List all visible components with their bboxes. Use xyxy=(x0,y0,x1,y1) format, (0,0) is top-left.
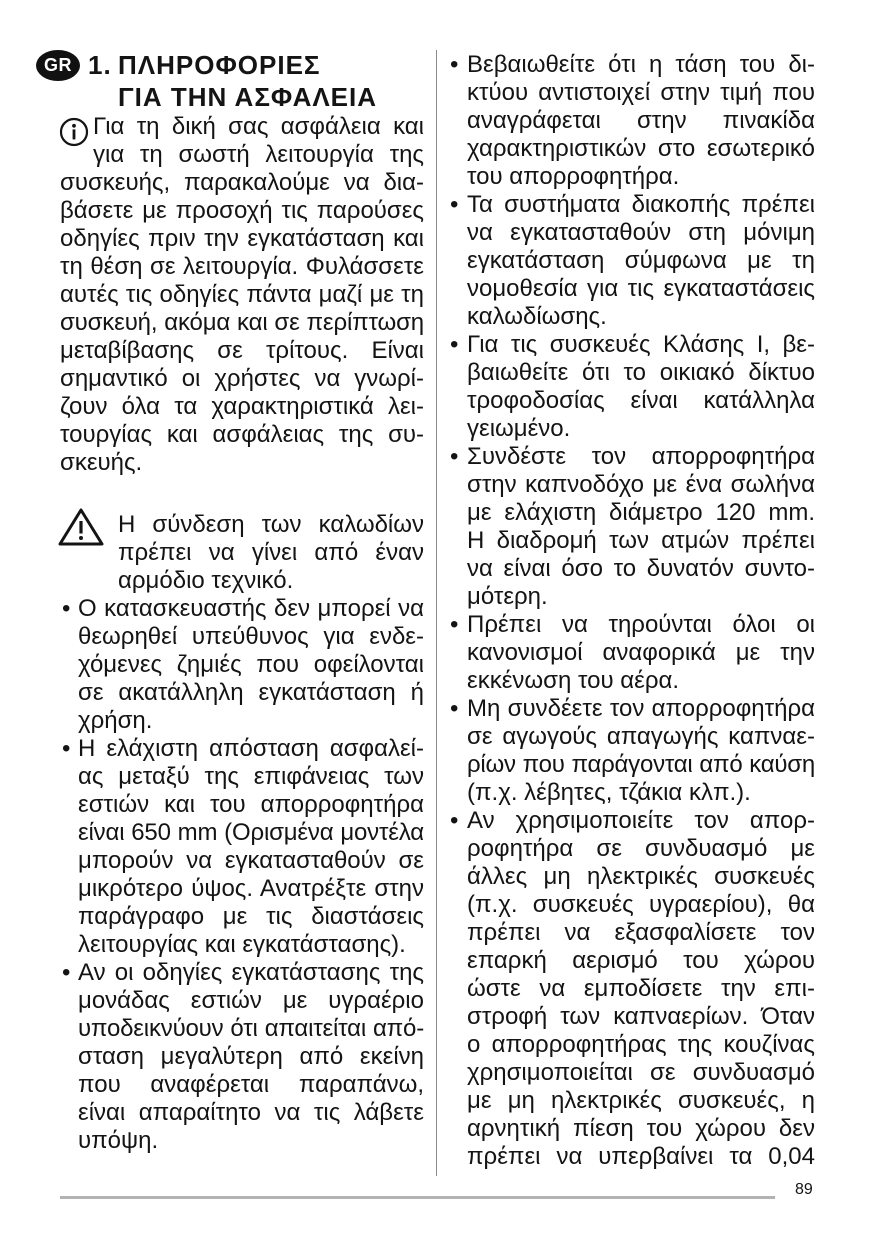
bullet-glyph: • xyxy=(62,735,71,762)
text-line: πρέπει να εξασφαλίσετε τον xyxy=(467,919,815,946)
text-line: συσκευής, παρακαλούμε να δια- xyxy=(60,169,424,196)
text-line: να εγκατασταθούν στη μόνιμη xyxy=(467,219,815,246)
bullet-glyph: • xyxy=(450,695,459,722)
text-line: μικρότερο ύψος. Ανατρέξτε στην xyxy=(78,875,424,902)
bullet-item xyxy=(448,807,815,1171)
text-line: είναι απαραίτητο να τις λάβετε xyxy=(78,1099,424,1126)
text-line: σε αγωγούς απαγωγής καπναε- xyxy=(467,723,815,750)
text-line: Αν οι οδηγίες εγκατάστασης της xyxy=(78,959,424,986)
text-line: είναι 650 mm (Ορισμένα μοντέλα xyxy=(78,819,424,846)
bullet-glyph: • xyxy=(450,51,459,78)
bullet-glyph: • xyxy=(62,595,71,622)
text-line: Ο κατασκευαστής δεν μπορεί να xyxy=(78,595,424,622)
text-line: Αν χρησιμοποιείτε τον απορ- xyxy=(467,807,815,834)
text-line: Για τη δική σας ασφάλεια και xyxy=(93,113,424,140)
section-heading xyxy=(88,49,418,113)
text-line: σκευής. xyxy=(60,449,143,476)
text-line: βάσετε με προσοχή τις παρούσες xyxy=(60,197,424,224)
warning-note xyxy=(60,511,424,595)
text-line: νομοθεσία για τις εγκαταστάσεις xyxy=(467,275,815,302)
text-line: πρέπει να υπερβαίνει τα 0,04 xyxy=(467,1143,815,1170)
text-line: μπορούν να εγκατασταθούν σε xyxy=(78,847,424,874)
bullet-glyph: • xyxy=(450,331,459,358)
text-line: γειωμένο. xyxy=(467,415,571,442)
text-line: Η σύνδεση των καλωδίων xyxy=(118,511,424,538)
text-line: Για τις συσκευές Κλάσης I, βε- xyxy=(467,331,815,358)
text-line: τροφοδοσίας είναι κατάλληλα xyxy=(467,387,815,414)
bullet-glyph: • xyxy=(450,443,459,470)
text-line: σημαντικό οι χρήστες να γνωρί- xyxy=(60,365,424,392)
bullet-glyph: • xyxy=(62,959,71,986)
text-line: Μη συνδέετε τον απορροφητήρα xyxy=(467,695,815,722)
bullet-item xyxy=(60,595,424,735)
text-line: (π.χ. λέβητες, τζάκια κλπ.). xyxy=(467,779,751,806)
text-line: επαρκή αερισμό του χώρου xyxy=(467,947,815,974)
text-line: (π.χ. συσκευές υγραερίου), θα xyxy=(467,891,815,918)
text-line: αρμόδιο τεχνικό. xyxy=(118,567,294,594)
bullet-glyph: • xyxy=(450,611,459,638)
text-line: ο απορροφητήρας της κουζίνας xyxy=(467,1031,815,1058)
text-line: παράγραφο με τις διαστάσεις xyxy=(78,903,424,930)
left-column xyxy=(60,113,424,1155)
bullet-item xyxy=(448,611,815,695)
text-line: με μη ηλεκτρικές συσκευές, η xyxy=(467,1087,815,1114)
bullet-item xyxy=(448,695,815,807)
bullet-item xyxy=(448,191,815,331)
text-line: που αναφέρεται παραπάνω, xyxy=(78,1071,424,1098)
text-line: λειτουργίας και εγκατάστασης). xyxy=(78,931,406,958)
text-line: Βεβαιωθείτε ότι η τάση του δι- xyxy=(467,51,815,78)
text-line: να είναι όσο το δυνατόν συντο- xyxy=(467,555,815,582)
text-line: τη θέση σε λειτουργία. Φυλάσσετε xyxy=(60,253,424,280)
text-line: Τα συστήματα διακοπής πρέπει xyxy=(467,191,815,218)
section-number: 1. xyxy=(88,50,112,80)
text-line: θεωρηθεί υπεύθυνος για ενδε- xyxy=(78,623,424,650)
text-line: ροφητήρα σε συνδυασμό με xyxy=(467,835,815,862)
text-line: του απορροφητήρα. xyxy=(467,163,680,190)
bullet-item xyxy=(60,959,424,1155)
text-line: κανονισμοί αναφορικά με την xyxy=(467,639,815,666)
heading-line-1 xyxy=(88,49,418,81)
text-line: για τη σωστή λειτουργία της xyxy=(93,141,424,168)
bullet-item xyxy=(448,331,815,443)
text-line: κτύου αντιστοιχεί στην τιμή που xyxy=(467,79,815,106)
text-line: εστιών και του απορροφητήρα xyxy=(78,791,424,818)
text-line: χαρακτηριστικών στο εσωτερικό xyxy=(467,135,815,162)
text-line: υποδεικνύουν ότι απαιτείται από- xyxy=(78,1015,424,1042)
text-line: αρνητική πίεση του χώρου δεν xyxy=(467,1115,815,1142)
text-line: σταση μεγαλύτερη από εκείνη xyxy=(78,1043,424,1070)
text-line: Συνδέστε τον απορροφητήρα xyxy=(467,443,815,470)
left-bullet-list xyxy=(60,595,424,1155)
text-line: Πρέπει να τηρούνται όλοι οι xyxy=(467,611,815,638)
footer-rule xyxy=(60,1196,775,1199)
text-line: ώστε να εμποδίσετε την επι- xyxy=(467,975,815,1002)
text-line: υπόψη. xyxy=(78,1127,159,1154)
text-line: χρήση. xyxy=(78,707,153,734)
text-line: στην καπνοδόχο με ένα σωλήνα xyxy=(467,471,815,498)
text-line: σε ακατάλληλη εγκατάσταση ή xyxy=(78,679,424,706)
text-line: Η διαδρομή των ατμών πρέπει xyxy=(467,527,815,554)
page-number: 89 xyxy=(795,1181,813,1198)
text-line: εκκένωση του αέρα. xyxy=(467,667,680,694)
language-badge: GR xyxy=(36,50,80,81)
text-line: Η ελάχιστη απόσταση ασφαλεί- xyxy=(78,735,424,762)
right-column xyxy=(448,51,815,1171)
text-line: αυτές τις οδηγίες πάντα μαζί με τη xyxy=(60,281,424,308)
warning-icon xyxy=(58,507,104,547)
text-line: συσκευή, ακόμα και σε περίπτωση xyxy=(60,309,424,336)
text-line: μονάδας εστιών με υγραέριο xyxy=(78,987,424,1014)
text-line: οδηγίες πριν την εγκατάσταση και xyxy=(60,225,424,252)
text-line: με ελάχιστη διάμετρο 120 mm. xyxy=(467,499,815,526)
info-icon xyxy=(59,117,89,147)
text-line: μότερη. xyxy=(467,583,548,610)
column-divider xyxy=(436,50,437,1176)
heading-title-line: ΠΛΗΡΟΦΟΡΙΕΣ xyxy=(118,50,321,80)
text-line: μεταβίβασης σε τρίτους. Είναι xyxy=(60,337,424,364)
text-line: χρησιμοποιείται σε συνδυασμό xyxy=(467,1059,815,1086)
text-line: ας μεταξύ της επιφάνειας των xyxy=(78,763,424,790)
intro-paragraph xyxy=(60,113,424,477)
bullet-item xyxy=(60,735,424,959)
text-line: τουργίας και ασφάλειας της συ- xyxy=(60,421,424,448)
text-line: πρέπει να γίνει από έναν xyxy=(118,539,424,566)
text-line: εγκατάσταση σύμφωνα με τη xyxy=(467,247,815,274)
text-line: ζουν όλα τα χαρακτηριστικά λει- xyxy=(60,393,424,420)
bullet-item xyxy=(448,443,815,611)
text-line: στροφή των καπναερίων. Όταν xyxy=(467,1003,815,1030)
bullet-item xyxy=(448,51,815,191)
right-bullet-list xyxy=(448,51,815,1171)
text-line: αναγράφεται στην πινακίδα xyxy=(467,107,815,134)
text-line: χόμενες ζημιές που οφείλονται xyxy=(78,651,424,678)
text-line: βαιωθείτε ότι το οικιακό δίκτυο xyxy=(467,359,815,386)
text-line: καλωδίωσης. xyxy=(467,303,607,330)
text-line: ρίων που παράγονται από καύση xyxy=(467,751,815,778)
bullet-glyph: • xyxy=(450,807,459,834)
text-line: άλλες μη ηλεκτρικές συσκευές xyxy=(467,863,815,890)
heading-title-line: ΓΙΑ ΤΗΝ ΑΣΦΑΛΕΙΑ xyxy=(118,82,378,112)
bullet-glyph: • xyxy=(450,191,459,218)
